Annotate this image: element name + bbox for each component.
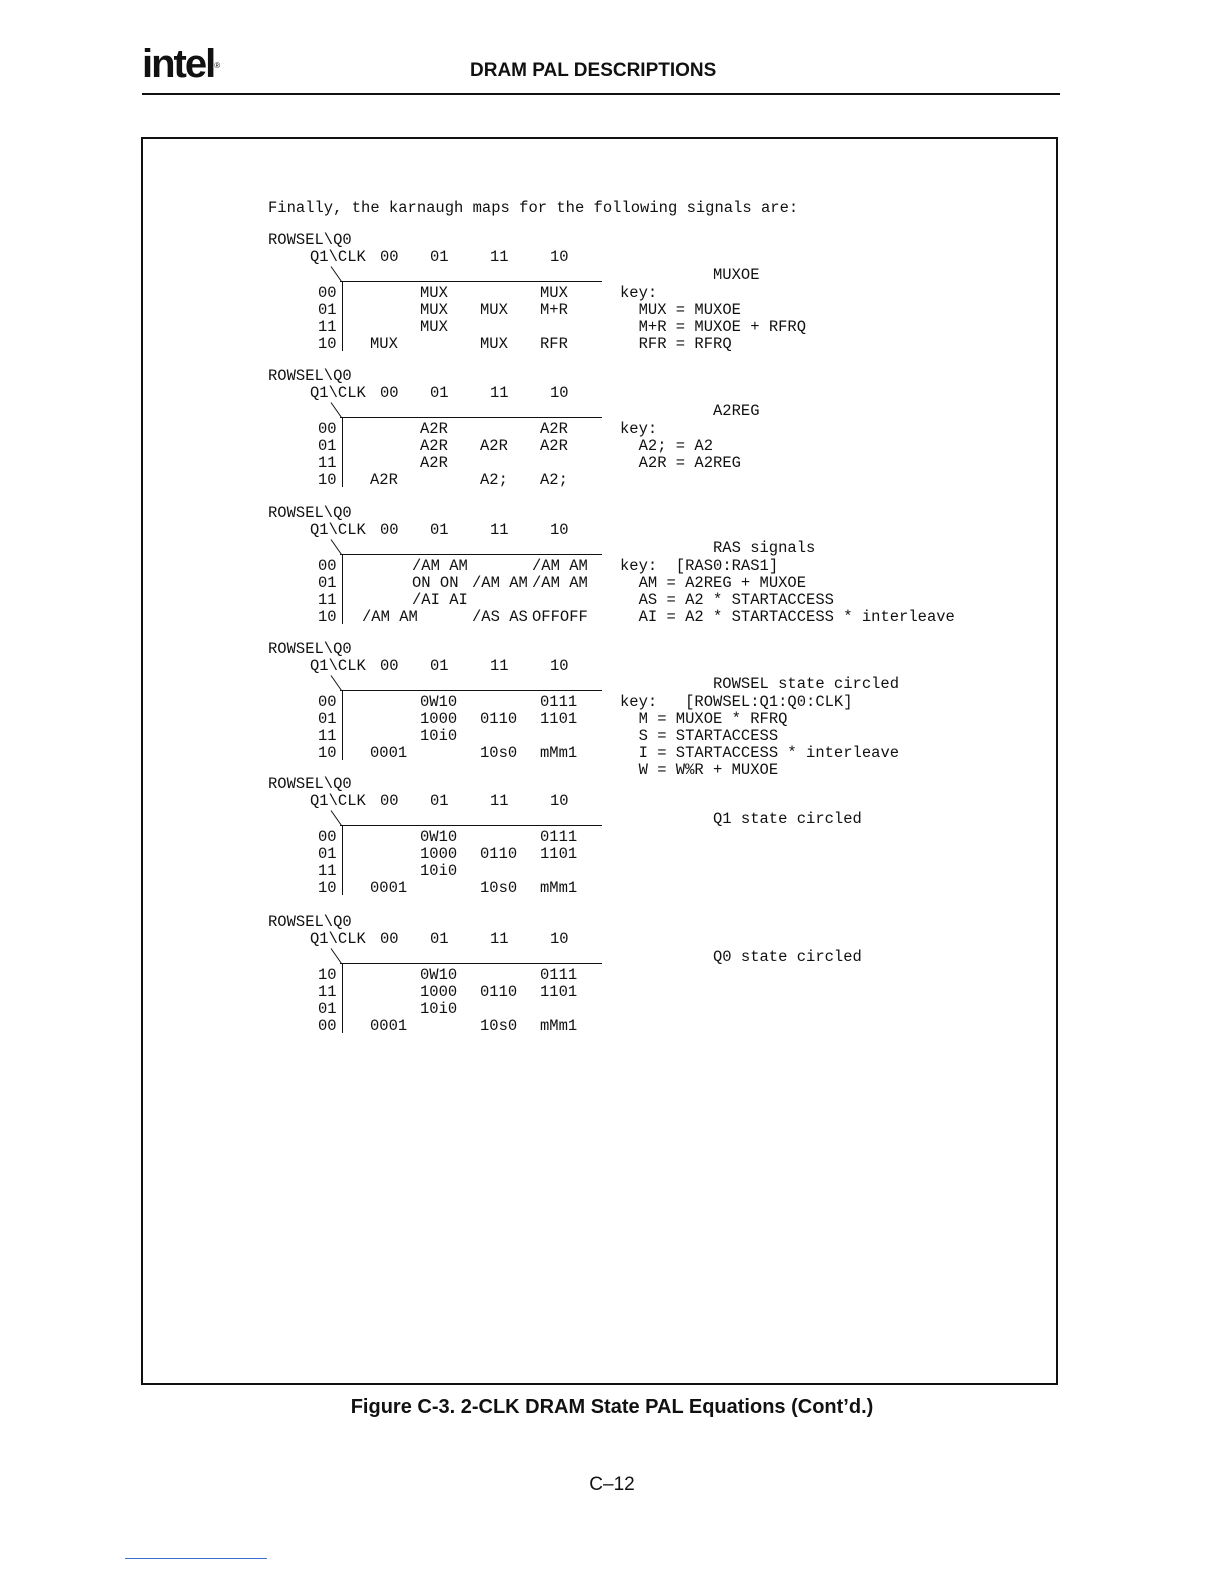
map-row-label: ROWSEL\Q0 [268, 913, 352, 931]
map-row-header: 11 [318, 591, 337, 609]
map-cell: A2R [420, 420, 448, 438]
map-col-header: 10 [550, 657, 569, 675]
map-col-header: 00 [380, 657, 399, 675]
map-col-header: 00 [380, 384, 399, 402]
map-row-header: 01 [318, 301, 337, 319]
map-cell: 1000 [420, 983, 458, 1001]
map-col-label: Q1\CLK [310, 521, 366, 539]
map-cell: mMm1 [540, 744, 578, 762]
map-cell: mMm1 [540, 879, 578, 897]
key-line: key: [620, 284, 658, 302]
map-col-header: 10 [550, 384, 569, 402]
map-col-header: 01 [430, 792, 449, 810]
key-title: ROWSEL state circled [713, 675, 900, 693]
key-title: A2REG [713, 402, 760, 420]
map-cell: 10i0 [420, 727, 458, 745]
map-cell: /AM AM [532, 557, 588, 575]
map-diagonal [331, 402, 342, 417]
map-cell: A2; [480, 471, 508, 489]
map-cell: 0W10 [420, 828, 458, 846]
map-cell: RFR [540, 335, 568, 353]
map-row-header: 01 [318, 710, 337, 728]
key-line: AI = A2 * STARTACCESS * interleave [620, 608, 955, 626]
map-cell: MUX [480, 335, 508, 353]
map-col-header: 11 [490, 384, 509, 402]
map-row-header: 00 [318, 693, 337, 711]
karnaugh-map [268, 368, 608, 498]
map-cell: MUX [420, 301, 448, 319]
map-row-header: 00 [318, 284, 337, 302]
map-cell: OFFOFF [532, 608, 588, 626]
map-col-header: 10 [550, 248, 569, 266]
map-row-label: ROWSEL\Q0 [268, 504, 352, 522]
map-cell: 10i0 [420, 1000, 458, 1018]
map-cell: M+R [540, 301, 568, 319]
map-col-label: Q1\CLK [310, 384, 366, 402]
map-horizontal-rule [340, 417, 602, 418]
map-cell: A2R [420, 454, 448, 472]
map-row-header: 11 [318, 318, 337, 336]
map-row-header: 10 [318, 335, 337, 353]
map-cell: /AM AM [362, 608, 418, 626]
map-cell: A2R [370, 471, 398, 489]
map-row-header: 01 [318, 574, 337, 592]
karnaugh-map [268, 914, 608, 1044]
key-line: RFR = RFRQ [620, 335, 732, 353]
map-col-header: 01 [430, 384, 449, 402]
map-cell: 1000 [420, 710, 458, 728]
map-cell: 1101 [540, 983, 578, 1001]
map-cell: /AI AI [412, 591, 468, 609]
map-cell: A2; [540, 471, 568, 489]
map-col-header: 01 [430, 521, 449, 539]
map-diagonal [331, 539, 342, 554]
map-row-header: 01 [318, 1000, 337, 1018]
map-row-label: ROWSEL\Q0 [268, 640, 352, 658]
map-row-label: ROWSEL\Q0 [268, 367, 352, 385]
map-vertical-rule [342, 554, 343, 624]
map-row-header: 10 [318, 879, 337, 897]
map-cell: 0001 [370, 744, 408, 762]
map-row-label: ROWSEL\Q0 [268, 231, 352, 249]
key-line: key: [RAS0:RAS1] [620, 557, 779, 575]
map-cell: mMm1 [540, 1017, 578, 1035]
map-row-header: 01 [318, 437, 337, 455]
map-cell: 0111 [540, 693, 578, 711]
figure-caption: Figure C-3. 2-CLK DRAM State PAL Equations (Cont’d.) [350, 1396, 874, 1418]
map-row-header: 00 [318, 1017, 337, 1035]
map-cell: 0W10 [420, 966, 458, 984]
map-row-header: 00 [318, 557, 337, 575]
map-col-header: 00 [380, 521, 399, 539]
map-row-label: ROWSEL\Q0 [268, 775, 352, 793]
map-vertical-rule [342, 281, 343, 351]
key-line: W = W%R + MUXOE [620, 761, 779, 779]
map-cell: /AM AM [412, 557, 468, 575]
key-line: key: [ROWSEL:Q1:Q0:CLK] [620, 693, 853, 711]
intel-logo: intel® [142, 42, 221, 86]
map-cell: 10s0 [480, 744, 518, 762]
key-title: Q1 state circled [713, 810, 862, 828]
karnaugh-map [268, 505, 608, 635]
map-cell: /AS AS [472, 608, 528, 626]
map-cell: A2R [540, 437, 568, 455]
map-cell: MUX [370, 335, 398, 353]
map-cell: A2R [480, 437, 508, 455]
map-cell: /AM AM [532, 574, 588, 592]
map-horizontal-rule [340, 554, 602, 555]
map-col-header: 00 [380, 248, 399, 266]
map-cell: MUX [420, 318, 448, 336]
map-col-header: 01 [430, 657, 449, 675]
map-diagonal [331, 810, 342, 825]
map-horizontal-rule [340, 690, 602, 691]
map-cell: 10i0 [420, 862, 458, 880]
page-number: C–12 [589, 1474, 635, 1495]
map-col-label: Q1\CLK [310, 248, 366, 266]
map-cell: MUX [480, 301, 508, 319]
key-line: key: [620, 420, 658, 438]
karnaugh-map [268, 776, 608, 906]
map-cell: A2R [420, 437, 448, 455]
map-horizontal-rule [340, 825, 602, 826]
key-line: I = STARTACCESS * interleave [620, 744, 900, 762]
map-col-label: Q1\CLK [310, 930, 366, 948]
map-cell: MUX [540, 284, 568, 302]
map-row-header: 10 [318, 608, 337, 626]
map-diagonal [331, 948, 342, 963]
map-cell: ON ON [412, 574, 459, 592]
key-line: AM = A2REG + MUXOE [620, 574, 807, 592]
map-col-header: 01 [430, 248, 449, 266]
map-row-header: 00 [318, 420, 337, 438]
map-row-header: 10 [318, 744, 337, 762]
map-row-header: 11 [318, 727, 337, 745]
map-cell: 0111 [540, 966, 578, 984]
map-row-header: 00 [318, 828, 337, 846]
map-cell: /AM AM [472, 574, 528, 592]
map-col-header: 10 [550, 792, 569, 810]
map-cell: 0110 [480, 983, 518, 1001]
map-col-header: 11 [490, 248, 509, 266]
map-col-header: 11 [490, 657, 509, 675]
map-diagonal [331, 266, 342, 281]
map-vertical-rule [342, 825, 343, 895]
intro-text: Finally, the karnaugh maps for the following signals are: [268, 199, 799, 217]
map-cell: 0110 [480, 710, 518, 728]
header-rule [142, 93, 1060, 95]
map-cell: 1101 [540, 710, 578, 728]
map-col-label: Q1\CLK [310, 792, 366, 810]
karnaugh-map [268, 641, 608, 771]
map-cell: 0001 [370, 879, 408, 897]
map-col-header: 11 [490, 521, 509, 539]
map-row-header: 10 [318, 966, 337, 984]
map-cell: A2R [540, 420, 568, 438]
footer-link-line [125, 1558, 267, 1559]
map-row-header: 10 [318, 471, 337, 489]
key-title: MUXOE [713, 266, 760, 284]
map-col-label: Q1\CLK [310, 657, 366, 675]
map-cell: 1101 [540, 845, 578, 863]
map-col-header: 00 [380, 792, 399, 810]
key-line: M = MUXOE * RFRQ [620, 710, 788, 728]
map-cell: 10s0 [480, 1017, 518, 1035]
map-row-header: 11 [318, 983, 337, 1001]
map-col-header: 00 [380, 930, 399, 948]
key-title: Q0 state circled [713, 948, 862, 966]
map-cell: 10s0 [480, 879, 518, 897]
map-cell: 0W10 [420, 693, 458, 711]
map-vertical-rule [342, 690, 343, 760]
map-row-header: 11 [318, 454, 337, 472]
map-row-header: 11 [318, 862, 337, 880]
key-line: MUX = MUXOE [620, 301, 741, 319]
map-col-header: 11 [490, 792, 509, 810]
page-header-title: DRAM PAL DESCRIPTIONS [470, 60, 717, 81]
key-line: A2; = A2 [620, 437, 714, 455]
key-line: A2R = A2REG [620, 454, 741, 472]
map-cell: 1000 [420, 845, 458, 863]
key-line: AS = A2 * STARTACCESS [620, 591, 834, 609]
map-cell: MUX [420, 284, 448, 302]
map-col-header: 10 [550, 521, 569, 539]
map-horizontal-rule [340, 281, 602, 282]
map-vertical-rule [342, 417, 343, 487]
map-diagonal [331, 675, 342, 690]
map-col-header: 11 [490, 930, 509, 948]
key-line: S = STARTACCESS [620, 727, 779, 745]
map-horizontal-rule [340, 963, 602, 964]
map-cell: 0001 [370, 1017, 408, 1035]
map-row-header: 01 [318, 845, 337, 863]
map-col-header: 01 [430, 930, 449, 948]
key-line: M+R = MUXOE + RFRQ [620, 318, 807, 336]
map-cell: 0110 [480, 845, 518, 863]
key-title: RAS signals [713, 539, 816, 557]
map-col-header: 10 [550, 930, 569, 948]
map-vertical-rule [342, 963, 343, 1033]
map-cell: 0111 [540, 828, 578, 846]
karnaugh-map [268, 232, 608, 362]
